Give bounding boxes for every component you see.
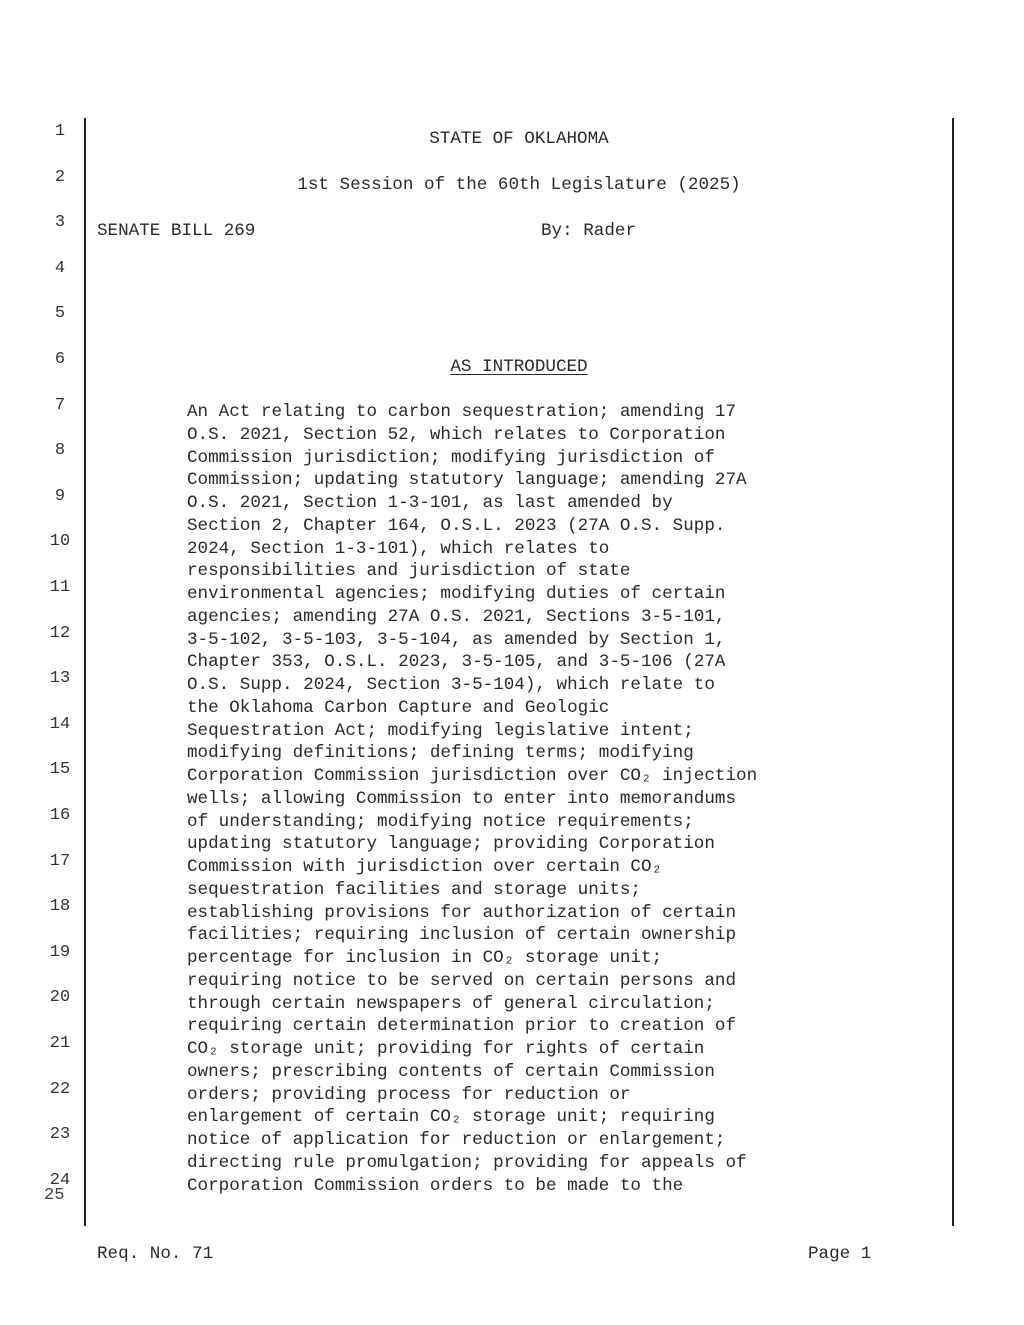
line-number: 23 xyxy=(49,1125,71,1145)
session-line: 1st Session of the 60th Legislature (2025) xyxy=(297,175,741,195)
summary-line: Commission; updating statutory language; amending 27A xyxy=(187,470,747,491)
summary-line: CO₂ storage unit; providing for rights of certain xyxy=(187,1039,705,1059)
summary-line: the Oklahoma Carbon Capture and Geologic xyxy=(187,697,610,718)
right-margin-rule xyxy=(952,118,954,1226)
line-number: 20 xyxy=(49,988,71,1008)
line-number: 8 xyxy=(54,441,66,461)
summary-line: updating statutory language; providing Corporation xyxy=(187,834,715,855)
summary-line: through certain newspapers of general circulation; xyxy=(187,993,715,1014)
line-number: 6 xyxy=(54,350,66,369)
summary-line: orders; providing process for reduction or xyxy=(187,1084,631,1105)
line-number: 9 xyxy=(54,486,66,506)
status-heading: AS INTRODUCED xyxy=(450,357,588,377)
line-number-cut-off: 25 xyxy=(44,1186,65,1205)
line-number: 12 xyxy=(49,623,71,643)
bill-number: SENATE BILL 269 xyxy=(97,221,256,241)
summary-line: requiring certain determination prior to creation of xyxy=(187,1016,737,1037)
request-number: Req. No. 71 xyxy=(97,1244,214,1264)
line-number: 2 xyxy=(54,167,66,187)
summary-line: sequestration facilities and storage units; xyxy=(187,879,641,900)
line-number: 19 xyxy=(49,942,71,962)
summary-line: owners; prescribing contents of certain Commission xyxy=(187,1061,715,1082)
line-number: 11 xyxy=(49,578,71,597)
summary-line: O.S. 2021, Section 52, which relates to Corporation xyxy=(187,424,726,445)
summary-line: directing rule promulgation; providing for appeals of xyxy=(187,1152,747,1173)
line-number: 13 xyxy=(49,669,71,689)
summary-line: requiring notice to be served on certain persons and xyxy=(187,970,737,991)
summary-line: of understanding; modifying notice requirements; xyxy=(187,811,694,832)
summary-line: Commission with jurisdiction over certain CO₂ xyxy=(187,857,663,877)
summary-line: environmental agencies; modifying duties of certain xyxy=(187,584,726,604)
summary-line: modifying definitions; defining terms; modifying xyxy=(187,743,694,764)
left-margin-rule xyxy=(84,118,86,1226)
summary-line: Section 2, Chapter 164, O.S.L. 2023 (27A O.S. Supp. xyxy=(187,515,726,536)
summary-line: establishing provisions for authorization of certain xyxy=(187,902,737,923)
line-number: 5 xyxy=(54,304,66,324)
summary-line: percentage for inclusion in CO₂ storage unit; xyxy=(187,948,663,968)
line-number: 15 xyxy=(49,760,71,780)
summary-line: Chapter 353, O.S.L. 2023, 3-5-105, and 3-5-106 (27A xyxy=(187,652,726,673)
summary-line: notice of application for reduction or enlargement; xyxy=(187,1130,726,1150)
line-number: 1 xyxy=(54,122,66,141)
summary-line: wells; allowing Commission to enter into memorandums xyxy=(187,788,737,809)
summary-line: O.S. Supp. 2024, Section 3-5-104), which relate to xyxy=(187,675,715,695)
summary-line: Commission jurisdiction; modifying jurisdiction of xyxy=(187,447,715,468)
summary-line: enlargement of certain CO₂ storage unit; requiring xyxy=(187,1107,715,1128)
line-number: 18 xyxy=(49,897,71,917)
summary-line: Sequestration Act; modifying legislative intent; xyxy=(187,720,694,741)
summary-line: responsibilities and jurisdiction of state xyxy=(187,561,631,582)
summary-line: facilities; requiring inclusion of certain ownership xyxy=(187,925,737,946)
state-title: STATE OF OKLAHOMA xyxy=(429,129,609,149)
line-number: 21 xyxy=(49,1034,71,1053)
line-number: 24 xyxy=(49,1170,71,1190)
summary-line: 2024, Section 1-3-101), which relates to xyxy=(187,538,610,559)
line-number: 7 xyxy=(54,395,66,415)
line-number: 10 xyxy=(49,532,71,552)
line-number: 3 xyxy=(54,213,66,233)
summary-line: agencies; amending 27A O.S. 2021, Sections 3-5-101, xyxy=(187,606,726,627)
summary-line: O.S. 2021, Section 1-3-101, as last amended by xyxy=(187,493,673,513)
summary-line: An Act relating to carbon sequestration; amending 17 xyxy=(187,402,737,422)
bill-author: By: Rader xyxy=(541,221,637,241)
line-number: 22 xyxy=(49,1079,71,1099)
line-number: 17 xyxy=(49,851,71,871)
line-number: 4 xyxy=(54,258,66,278)
summary-line: 3-5-102, 3-5-103, 3-5-104, as amended by Section 1, xyxy=(187,629,726,650)
summary-line: Corporation Commission jurisdiction over CO₂ injection xyxy=(187,766,758,786)
line-number: 16 xyxy=(49,806,71,825)
summary-line: Corporation Commission orders to be made to the xyxy=(187,1175,684,1196)
line-number: 14 xyxy=(49,714,71,734)
bill-summary xyxy=(187,401,867,1197)
page-number: Page 1 xyxy=(808,1244,872,1264)
